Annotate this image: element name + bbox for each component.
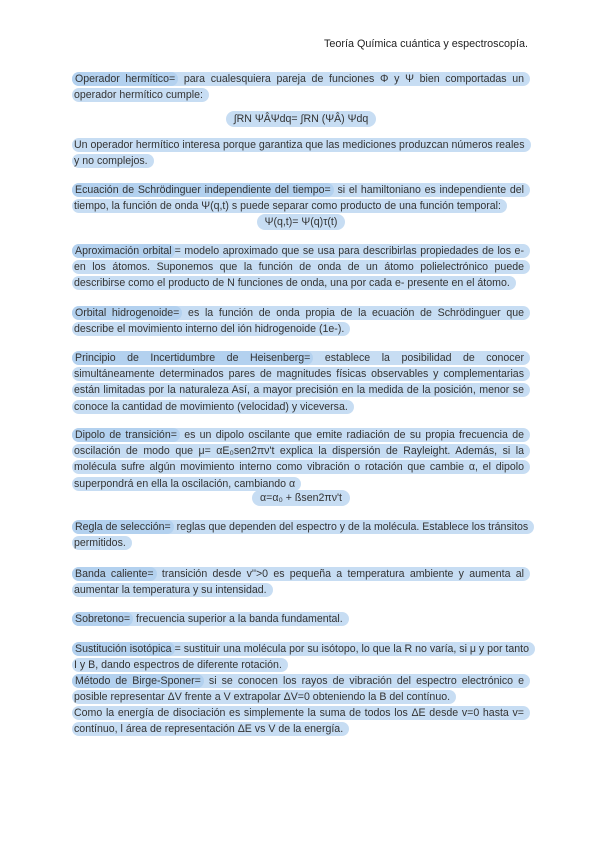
definition-text: = sustituir una molécula por su isótopo, lo que la R no varía, si μ y por tanto I y B, dando espectros de diferente rotación. (74, 643, 529, 672)
section-operador-note (72, 137, 530, 169)
term-schrodinger: Ecuación de Schrödinguer independiente del tiempo= (72, 183, 334, 197)
definition-text: es un dipolo oscilante que emite radiación de su propia frecuencia de oscilación de modo que μ= αE₀sen2πν't explica la dispersión de Rayleight. Además, si la molécula sufre algún movimiento interno como vibración o rotación que cambie α, el dipolo superpondrá en ella la oscilación, cambiando α (74, 429, 524, 490)
term-heisenberg: Principio de Incertidumbre de Heisenberg= (72, 351, 313, 365)
section-regla-seleccion (72, 519, 530, 551)
section-dipolo-transicion (72, 427, 530, 492)
formula-hermitico: ∫RN ΨÂΨdq= ∫RN (ΨÂ) Ψdq (226, 111, 377, 127)
section-aproximacion-orbital (72, 243, 530, 292)
definition-text: reglas que dependen del espectro y de la molécula. Establece los tránsitos permitidos. (74, 521, 529, 550)
term-aproximacion-orbital: Aproximación orbital (72, 244, 175, 258)
term-dipolo-transicion: Dipolo de transición= (72, 428, 180, 442)
section-birge-note (72, 705, 530, 737)
definition-text: para cualesquiera pareja de funciones Φ y Ψ bien comportadas un operador hermítico cumple: (74, 73, 524, 102)
section-sustitucion-isotopica (72, 641, 530, 673)
term-banda-caliente: Banda caliente= (72, 567, 157, 581)
definition-text: = modelo aproximado que se usa para describirlas propiedades de los e- en los átomos. Suponemos que la función de onda de un átomo polielectrónico puede describirse como el producto de N funciones de onda, una por cada e- presente en el átomo. (74, 245, 524, 290)
term-orbital-hidrogenoide: Orbital hidrogenoide= (72, 306, 182, 320)
term-sobretono: Sobretono= (72, 612, 133, 626)
section-operador-hermitico (72, 71, 530, 103)
formula-dipolo: α=α₀ + ßsen2πν't (252, 490, 350, 506)
definition-text: frecuencia superior a la banda fundamental. (133, 613, 343, 625)
section-schrodinger (72, 182, 530, 214)
section-banda-caliente (72, 566, 530, 598)
page-header: Teoría Química cuántica y espectroscopía. (323, 38, 528, 50)
definition-text: Como la energía de disociación es simplemente la suma de todos los ΔE desde v=0 hasta v= contínuo, l área de representación ΔE vs V de la energía. (72, 706, 530, 736)
section-heisenberg (72, 350, 530, 415)
section-sobretono (72, 611, 530, 627)
definition-text: Un operador hermítico interesa porque garantiza que las mediciones produzcan números reales y no complejos. (72, 138, 531, 168)
definition-text: establece la posibilidad de conocer simultáneamente determinados pares de magnitudes físicas observables y complementarias están limitadas por la naturaleza Así, a mayor precisión en la medida de la posición, menor se conoce la cantidad de movimiento (velocidad) y viceversa. (74, 352, 524, 413)
definition-text: si el hamiltoniano es independiente del tiempo, la función de onda Ψ(q,t) s puede separar como producto de una función temporal: (74, 184, 524, 213)
term-operador-hermitico: Operador hermítico= (72, 72, 178, 86)
definition-text: es la función de onda propia de la ecuación de Schrödinguer que describe el movimiento interno del ión hidrogenoide (1e-). (74, 307, 525, 336)
formula-schrodinger: Ψ(q,t)= Ψ(q)τ(t) (257, 214, 346, 230)
term-sustitucion-isotopica: Sustitución isotópica (72, 642, 175, 656)
definition-text: transición desde v''>0 es pequeña a temperatura ambiente y aumenta al aumentar la temperatura y su intensidad. (74, 568, 524, 597)
term-regla-seleccion: Regla de selección= (72, 520, 174, 534)
definition-text: si se conocen los rayos de vibración del espectro electrónico e posible representar ΔV frente a V extrapolar ΔV=0 obteniendo la B del contínuo. (74, 675, 524, 704)
section-orbital-hidrogenoide (72, 305, 530, 337)
term-birge-sponer: Método de Birge-Sponer= (72, 674, 204, 688)
section-birge-sponer (72, 673, 530, 705)
